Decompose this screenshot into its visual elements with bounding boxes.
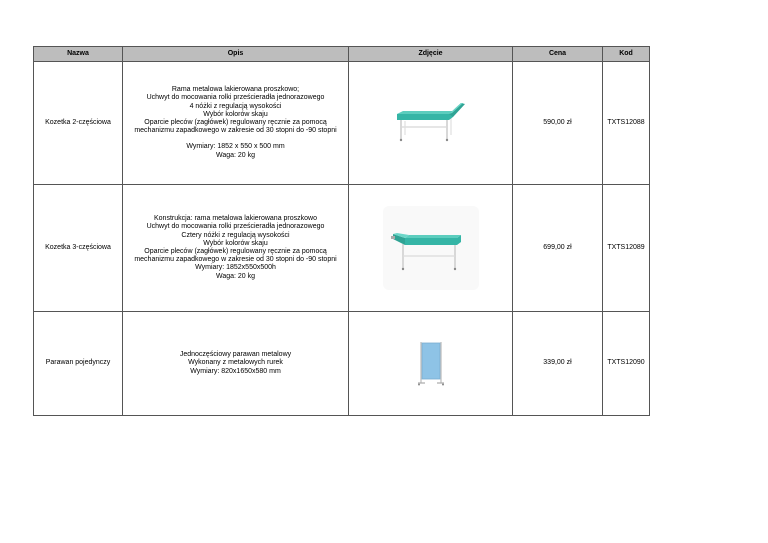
product-price: 339,00 zł (513, 312, 603, 416)
product-price: 590,00 zł (513, 62, 603, 185)
product-table (33, 46, 650, 416)
description-line: mechanizmu zapadkowego w zakresie od 30 stopni do -90 stopni (134, 256, 337, 264)
description-line: Wybór kolorów skaju (203, 239, 268, 247)
product-description (123, 185, 349, 312)
table-row (34, 62, 650, 185)
header-row (34, 47, 650, 62)
description-line: Waga: 20 kg (215, 151, 256, 159)
screen-image (416, 341, 446, 387)
product-name: Parawan pojedynczy (34, 312, 123, 416)
description-line: Wykonany z metalowych rurek (188, 359, 283, 367)
product-image-cell (349, 312, 513, 416)
description-line: Wymiary: 1852x550x500h (195, 264, 276, 272)
description-line: Jednoczęściowy parawan metalowy (179, 351, 292, 359)
header-name: Nazwa (34, 47, 123, 62)
description-line: Oparcie pleców (zagłówek) regulowany ręcznie za pomocą (144, 119, 327, 126)
product-code: TXTS12090 (603, 312, 650, 416)
description-line: Wymiary: 820x1650x580 mm (190, 367, 281, 375)
product-description (123, 62, 349, 185)
description-line: Cztery nóżki z regulacją wysokości (181, 231, 290, 239)
table-row (34, 185, 650, 312)
description-line: Wybór kolorów skaju (203, 110, 268, 118)
product-price: 699,00 zł (513, 185, 603, 312)
product-name: Kozetka 2-częściowa (34, 62, 123, 185)
product-image-cell (349, 185, 513, 312)
table-row (34, 312, 650, 416)
description-line: Oparcie pleców (zagłówek) regulowany ręcznie za pomocą (144, 248, 327, 255)
two-part-couch-image (391, 101, 471, 145)
header-code: Kod (603, 47, 650, 62)
description-line: Uchwyt do mocowania rolki prześcieradła jednorazowego (146, 223, 325, 231)
description-line: mechanizmu zapadkowego w zakresie od 30 stopni do -90 stopni (134, 127, 337, 135)
description-line: Uchwyt do mocowania rolki prześcieradła jednorazowego (146, 94, 325, 102)
description-line: Wymiary: 1852 x 550 x 500 mm (186, 143, 285, 151)
product-description (123, 312, 349, 416)
product-code: TXTS12088 (603, 62, 650, 185)
three-part-couch-image (383, 206, 479, 290)
description-line: Konstrukcja: rama metalowa lakierowana proszkowo (153, 215, 318, 223)
header-description: Opis (123, 47, 349, 62)
description-line: Waga: 20 kg (215, 272, 256, 280)
product-code: TXTS12089 (603, 185, 650, 312)
description-line: 4 nóżki z regulacją wysokości (189, 102, 282, 110)
header-image: Zdjęcie (349, 47, 513, 62)
header-price: Cena (513, 47, 603, 62)
description-line: Rama metalowa lakierowana proszkowo; (171, 86, 300, 94)
product-name: Kozetka 3-częściowa (34, 185, 123, 312)
product-image-cell (349, 62, 513, 185)
